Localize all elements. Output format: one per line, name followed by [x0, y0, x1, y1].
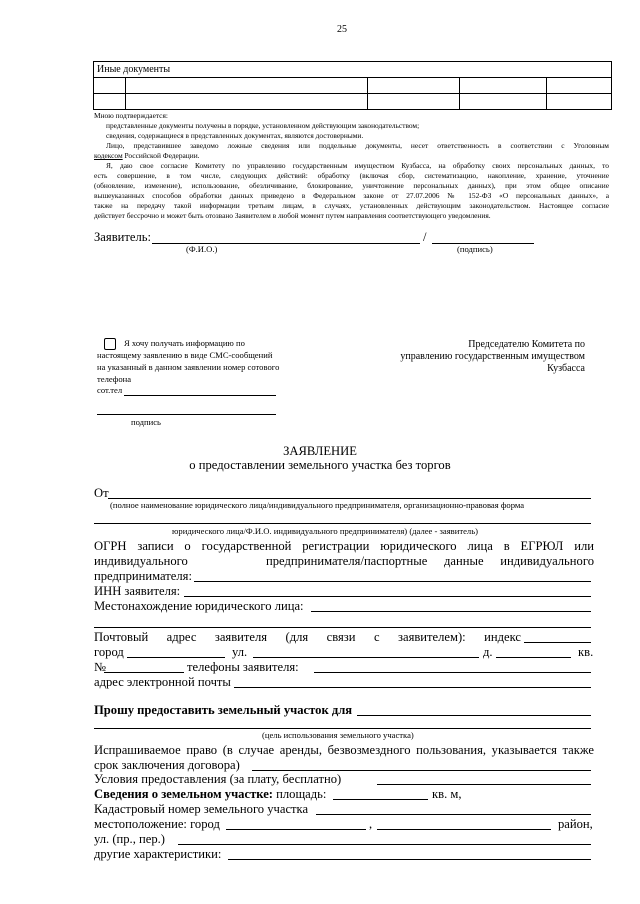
land-info-label: Сведения о земельном участке: площадь: — [94, 787, 327, 801]
postal-city-label: город — [94, 645, 124, 659]
postal-street-label: ул. — [232, 645, 248, 659]
from-hint-1: (полное наименование юридического лица/индивидуального предпринимателя, организационно-правовая форма — [110, 500, 525, 510]
sms-checkbox[interactable] — [104, 338, 116, 350]
table-title: Иные документы — [94, 62, 612, 78]
cadastral-field[interactable] — [316, 814, 591, 815]
liability-line-2: кодексом Российской Федерации. — [94, 151, 200, 160]
addressee-line-1: Председателю Комитета по — [468, 339, 585, 350]
place-label: местоположение: город — [94, 817, 220, 831]
place-city-field[interactable] — [226, 829, 366, 830]
table-row — [94, 78, 612, 94]
right-line-2: срок заключения договора) — [94, 758, 240, 772]
request-label: Прошу предоставить земельный участок для — [94, 703, 353, 717]
request-purpose-field[interactable] — [357, 715, 591, 716]
sms-sign-field[interactable] — [97, 414, 276, 415]
confirm-item-2: сведения, содержащиеся в представленных документах, являются достоверными. — [106, 131, 364, 140]
conditions-label: Условия предоставления (за плату, бесплатно) — [94, 772, 342, 786]
right-line-1: Испрашиваемое право (в случае аренды, безвозмездного пользования, указывается также — [94, 743, 594, 757]
sms-phone-field[interactable] — [124, 395, 276, 396]
consent-line-5: также на передачу такой информации третьим лицам, в случаях, установленных действующим законодательством. Настоящее согласие — [94, 201, 609, 210]
ogrn-line-2b: предпринимателя/паспортные данные индивидуального — [266, 554, 594, 568]
applicant-name-field[interactable] — [108, 498, 591, 499]
cadastral-label: Кадастровый номер земельного участка — [94, 802, 309, 816]
applicant-label: Заявитель: — [94, 230, 151, 244]
conditions-field[interactable] — [377, 784, 591, 785]
email-field[interactable] — [234, 687, 591, 688]
phones-label: телефоны заявителя: — [187, 660, 299, 674]
request-purpose-field-2[interactable] — [94, 728, 591, 729]
street-label: ул. (пр., пер.) — [94, 832, 165, 846]
addressee-line-2: управлению государственным имуществом — [400, 351, 585, 362]
sms-text-3: на указанный в данном заявлении номер сотового — [97, 362, 280, 372]
place-comma: , — [369, 817, 373, 831]
table-header-row — [94, 62, 612, 78]
consent-line-4: вышеуказанных способов обработки данных приведено в Федеральном законе от 27.07.2006 № 152-ФЗ «О персональных данных», а — [94, 191, 609, 200]
sms-text-4: телефона — [97, 374, 132, 384]
ogrn-field[interactable] — [194, 581, 591, 582]
location-field[interactable] — [311, 611, 591, 612]
inn-field[interactable] — [184, 596, 591, 597]
consent-line-2: есть совершение, в том числе, следующих действий: обработку (включая сбор, систематизацию, накопление, хранение, уточнение — [94, 171, 609, 180]
place-district-field[interactable] — [377, 829, 551, 830]
ogrn-line-1: ОГРН записи о государственной регистрации юридического лица в ЕГРЮЛ или — [94, 539, 594, 553]
area-unit: кв. м, — [432, 787, 462, 801]
criminal-code-link[interactable]: кодексом — [94, 151, 123, 160]
confirm-intro: Мною подтверждается: — [94, 111, 168, 120]
from-hint-2: юридического лица/Ф.И.О. индивидуального предпринимателя) (далее - заявитель) — [172, 526, 478, 536]
table-row — [94, 94, 612, 110]
consent-line-1: Я, даю свое согласие Комитету по управлению государственным имуществом Кузбасса, на обработку своих персональных данных, то — [106, 161, 609, 170]
applicant-slash: / — [423, 230, 427, 244]
postal-apt-label: кв. — [578, 645, 594, 659]
confirm-item-1: представленные документы получены в порядке, установленном действующим законодательством; — [106, 121, 420, 130]
postal-street-field[interactable] — [253, 657, 479, 658]
postal-house-label: д. — [483, 645, 493, 659]
location-field-2[interactable] — [94, 627, 591, 628]
sms-phone-label: сот.тел — [97, 385, 123, 395]
sign-hint: (подпись) — [457, 244, 493, 254]
sms-text-1: Я хочу получать информацию по — [124, 338, 245, 348]
postal-label: Почтовый адрес заявителя (для связи с заявителем): индекс — [94, 630, 521, 644]
location-label: Местонахождение юридического лица: — [94, 599, 304, 613]
land-street-field[interactable] — [178, 844, 591, 845]
addressee-line-3: Кузбасса — [547, 363, 585, 374]
consent-line-3: (обновление, изменение), использование, обезличивание, блокирование, уничтожение персональных данных), при этом общее описание — [94, 181, 609, 190]
inn-label: ИНН заявителя: — [94, 584, 181, 598]
other-documents-table — [93, 61, 612, 110]
consent-line-6: действует бессрочно и может быть отозвано Заявителем в любой момент путем направления соответствующего уведомления. — [94, 211, 491, 220]
sms-sign-hint: подпись — [131, 417, 161, 427]
postal-apt-field[interactable] — [104, 672, 184, 673]
phones-field[interactable] — [314, 672, 591, 673]
other-field[interactable] — [228, 859, 591, 860]
page-number: 25 — [337, 24, 347, 35]
from-label: От — [94, 486, 109, 500]
sms-text-2: настоящему заявлению в виде СМС-сообщений — [97, 350, 273, 360]
ogrn-line-2a: индивидуального — [94, 554, 188, 568]
district-label: район, — [558, 817, 593, 831]
document-subtitle: о предоставлении земельного участка без торгов — [189, 458, 451, 472]
applicant-name-field-2[interactable] — [94, 523, 591, 524]
document-title: ЗАЯВЛЕНИЕ — [283, 444, 357, 458]
postal-num-label: № — [94, 660, 107, 674]
liability-line-1: Лицо, представившее заведомо ложные сведения или поддельные документы, несет ответственность в соответствии с Уголовным — [106, 141, 609, 150]
fio-hint: (Ф.И.О.) — [186, 244, 218, 254]
request-hint: (цель использования земельного участка) — [262, 730, 414, 740]
area-field[interactable] — [333, 799, 428, 800]
ogrn-line-3: предпринимателя: — [94, 569, 192, 583]
postal-house-field[interactable] — [496, 657, 571, 658]
right-field[interactable] — [252, 770, 591, 771]
postal-index-field[interactable] — [524, 642, 591, 643]
email-label: адрес электронной почты — [94, 675, 231, 689]
postal-city-field[interactable] — [127, 657, 225, 658]
other-label: другие характеристики: — [94, 847, 222, 861]
